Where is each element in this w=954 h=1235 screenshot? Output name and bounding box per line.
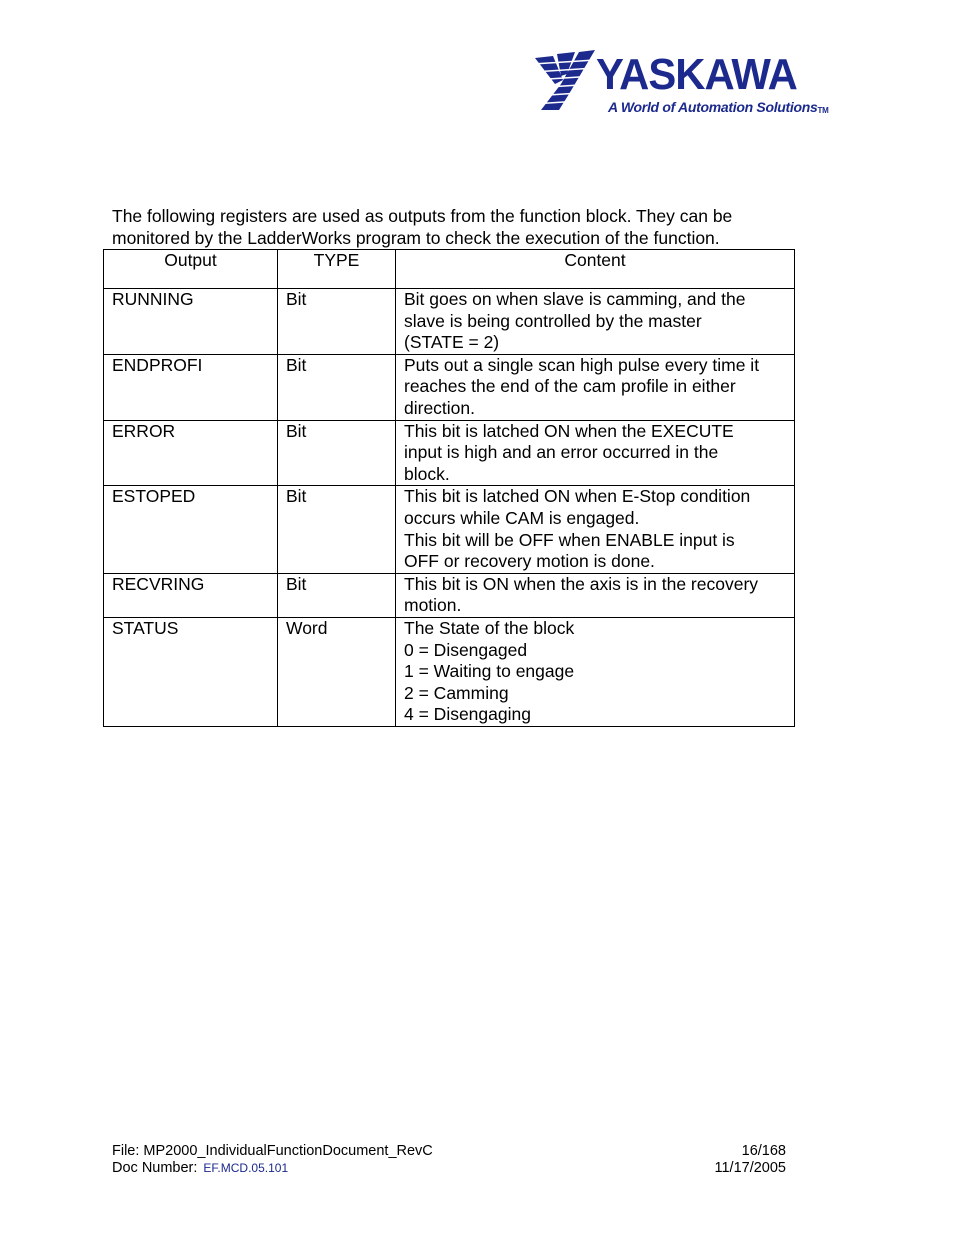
- cell-type: Bit: [278, 573, 396, 617]
- intro-paragraph: [112, 205, 812, 249]
- content-line: This bit will be OFF when ENABLE input is: [404, 529, 735, 550]
- content-line: This bit is latched ON when E-Stop condition: [404, 486, 751, 507]
- footer-page-number: 16/168: [741, 1143, 786, 1159]
- cell-output: ENDPROFI: [104, 354, 278, 420]
- cell-type: Bit: [278, 289, 396, 355]
- cell-content: [396, 354, 795, 420]
- trademark-mark: TM: [817, 106, 829, 115]
- header-type: TYPE: [278, 250, 396, 289]
- page-footer: [112, 1143, 786, 1177]
- content-line: direction.: [404, 397, 476, 418]
- content-line: Puts out a single scan high pulse every time it: [404, 354, 760, 375]
- content-line: motion.: [404, 595, 462, 616]
- table-header-row: [104, 250, 795, 289]
- footer-file: File: MP2000_IndividualFunctionDocument_RevC: [112, 1143, 433, 1159]
- content-line: block.: [404, 463, 450, 484]
- content-line: (STATE = 2): [404, 332, 500, 353]
- table-row: [104, 617, 795, 726]
- output-registers-table: [103, 249, 795, 727]
- table-row: [104, 289, 795, 355]
- content-line: 4 = Disengaging: [404, 704, 531, 725]
- cell-content: [396, 420, 795, 486]
- table-row: [104, 573, 795, 617]
- cell-type: Word: [278, 617, 396, 726]
- intro-line-2: monitored by the LadderWorks program to check the execution of the function.: [112, 228, 720, 248]
- content-line: Bit goes on when slave is camming, and the: [404, 289, 746, 309]
- content-line: OFF or recovery motion is done.: [404, 551, 655, 572]
- footer-doc-number-value: EF.MCD.05.101: [203, 1161, 289, 1175]
- table-row: [104, 354, 795, 420]
- table-row: [104, 486, 795, 573]
- logo-wordmark: YASKAWA: [596, 50, 797, 99]
- cell-type: Bit: [278, 486, 396, 573]
- content-line: slave is being controlled by the master: [404, 310, 702, 331]
- cell-output: ESTOPED: [104, 486, 278, 573]
- footer-date: 11/17/2005: [714, 1160, 786, 1176]
- cell-content: [396, 486, 795, 573]
- table-row: [104, 420, 795, 486]
- footer-doc-number-label: Doc Number:: [112, 1160, 198, 1176]
- content-line: This bit is ON when the axis is in the recovery: [404, 573, 759, 594]
- cell-type: Bit: [278, 354, 396, 420]
- cell-type: Bit: [278, 420, 396, 486]
- header-output: Output: [104, 250, 278, 289]
- cell-output: ERROR: [104, 420, 278, 486]
- cell-content: [396, 573, 795, 617]
- cell-output: RECVRING: [104, 573, 278, 617]
- footer-doc-number: [112, 1160, 288, 1177]
- content-line: occurs while CAM is engaged.: [404, 507, 640, 528]
- content-line: This bit is latched ON when the EXECUTE: [404, 420, 734, 441]
- content-line: 0 = Disengaged: [404, 639, 528, 660]
- cell-content: [396, 617, 795, 726]
- content-line: input is high and an error occurred in the: [404, 442, 719, 463]
- content-line: reaches the end of the cam profile in either: [404, 376, 736, 397]
- logo-tagline-text: A World of Automation Solutions: [608, 99, 818, 115]
- yaskawa-swoosh-icon: [533, 50, 595, 112]
- content-line: 1 = Waiting to engage: [404, 661, 575, 682]
- cell-output: RUNNING: [104, 289, 278, 355]
- yaskawa-logo: [533, 50, 829, 118]
- logo-tagline: [608, 99, 828, 115]
- cell-content: [396, 289, 795, 355]
- content-line: The State of the block: [404, 617, 575, 638]
- cell-output: STATUS: [104, 617, 278, 726]
- intro-line-1: The following registers are used as outputs from the function block. They can be: [112, 206, 733, 226]
- header-content: Content: [396, 250, 795, 289]
- content-line: 2 = Camming: [404, 682, 509, 703]
